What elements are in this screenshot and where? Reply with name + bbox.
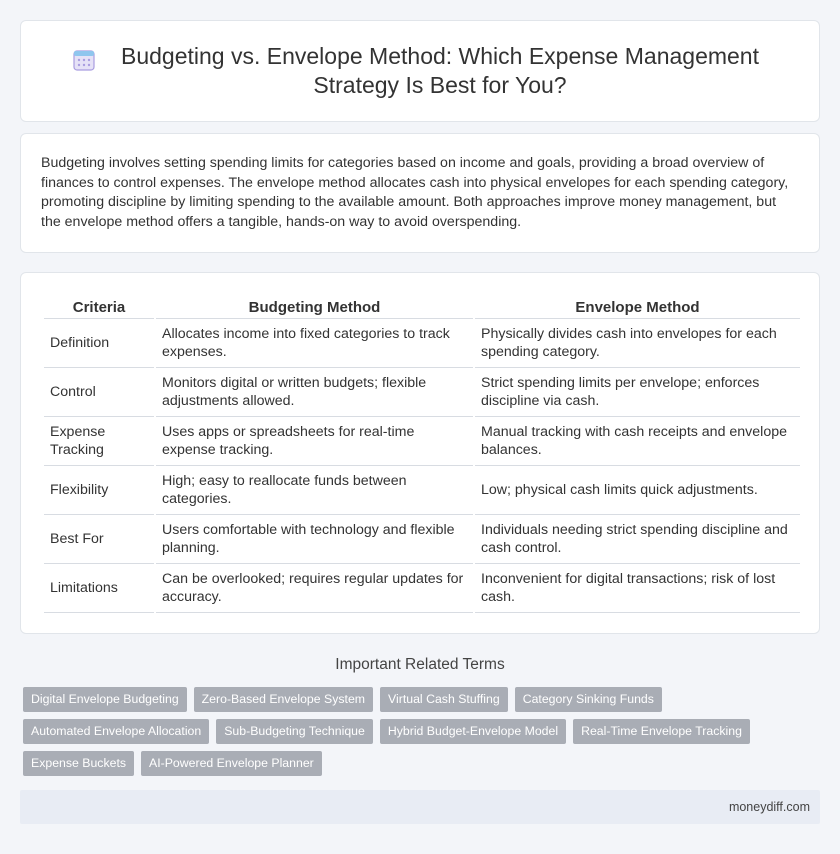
- envelope-cell: Manual tracking with cash receipts and envelope balances.: [475, 417, 800, 466]
- tag-link[interactable]: Real-Time Envelope Tracking: [573, 719, 750, 744]
- budgeting-cell: Monitors digital or written budgets; flexible adjustments allowed.: [156, 368, 473, 417]
- budgeting-cell: Allocates income into fixed categories to track expenses.: [156, 319, 473, 368]
- table-row: [44, 515, 800, 564]
- tag-link[interactable]: Virtual Cash Stuffing: [380, 687, 508, 712]
- comparison-table: [42, 295, 802, 613]
- table-row: [44, 368, 800, 417]
- criteria-cell: Expense Tracking: [44, 417, 154, 466]
- column-header: Criteria: [44, 295, 154, 319]
- tag-row: [23, 687, 803, 712]
- budgeting-cell: High; easy to reallocate funds between categories.: [156, 466, 473, 515]
- page-title: Budgeting vs. Envelope Method: Which Expense Management Strategy Is Best for You?: [121, 43, 759, 98]
- tag-link[interactable]: Automated Envelope Allocation: [23, 719, 209, 744]
- intro-paragraph: Budgeting involves setting spending limits for categories based on income and goals, providing a broad overview of finances to control expenses. The envelope method allocates cash into physical envelopes for each spending category, promoting discipline by limiting spending to the available amount. Both approaches improve money management, but the envelope method offers a tangible, hands-on way to avoid overspending.: [41, 155, 789, 230]
- tag-link[interactable]: Category Sinking Funds: [515, 687, 662, 712]
- tag-link[interactable]: AI-Powered Envelope Planner: [141, 751, 322, 776]
- criteria-cell: Control: [44, 368, 154, 417]
- tag-link[interactable]: Expense Buckets: [23, 751, 134, 776]
- envelope-cell: Inconvenient for digital transactions; risk of lost cash.: [475, 564, 800, 613]
- related-terms-tags: [23, 687, 803, 783]
- tag-row: [23, 751, 803, 776]
- table-header-row: [44, 295, 800, 319]
- intro-card: [20, 133, 820, 253]
- related-terms-title: Important Related Terms: [335, 656, 505, 673]
- table-row: [44, 417, 800, 466]
- envelope-cell: Strict spending limits per envelope; enforces discipline via cash.: [475, 368, 800, 417]
- budgeting-cell: Users comfortable with technology and flexible planning.: [156, 515, 473, 564]
- tag-link[interactable]: Hybrid Budget-Envelope Model: [380, 719, 566, 744]
- table-row: [44, 564, 800, 613]
- envelope-cell: Individuals needing strict spending discipline and cash control.: [475, 515, 800, 564]
- envelope-cell: Low; physical cash limits quick adjustments.: [475, 466, 800, 515]
- footer: [20, 790, 820, 824]
- budgeting-cell: Uses apps or spreadsheets for real-time expense tracking.: [156, 417, 473, 466]
- header-card: [20, 20, 820, 122]
- tag-link[interactable]: Sub-Budgeting Technique: [216, 719, 373, 744]
- column-header: Envelope Method: [475, 295, 800, 319]
- criteria-cell: Best For: [44, 515, 154, 564]
- column-header: Budgeting Method: [156, 295, 473, 319]
- table-row: [44, 466, 800, 515]
- criteria-cell: Definition: [44, 319, 154, 368]
- table-row: [44, 319, 800, 368]
- tag-link[interactable]: Digital Envelope Budgeting: [23, 687, 187, 712]
- tag-row: [23, 719, 803, 744]
- budgeting-cell: Can be overlooked; requires regular updates for accuracy.: [156, 564, 473, 613]
- envelope-cell: Physically divides cash into envelopes for each spending category.: [475, 319, 800, 368]
- criteria-cell: Flexibility: [44, 466, 154, 515]
- tag-link[interactable]: Zero-Based Envelope System: [194, 687, 373, 712]
- footer-site-link[interactable]: moneydiff.com: [728, 800, 810, 814]
- criteria-cell: Limitations: [44, 564, 154, 613]
- comparison-card: [20, 272, 820, 634]
